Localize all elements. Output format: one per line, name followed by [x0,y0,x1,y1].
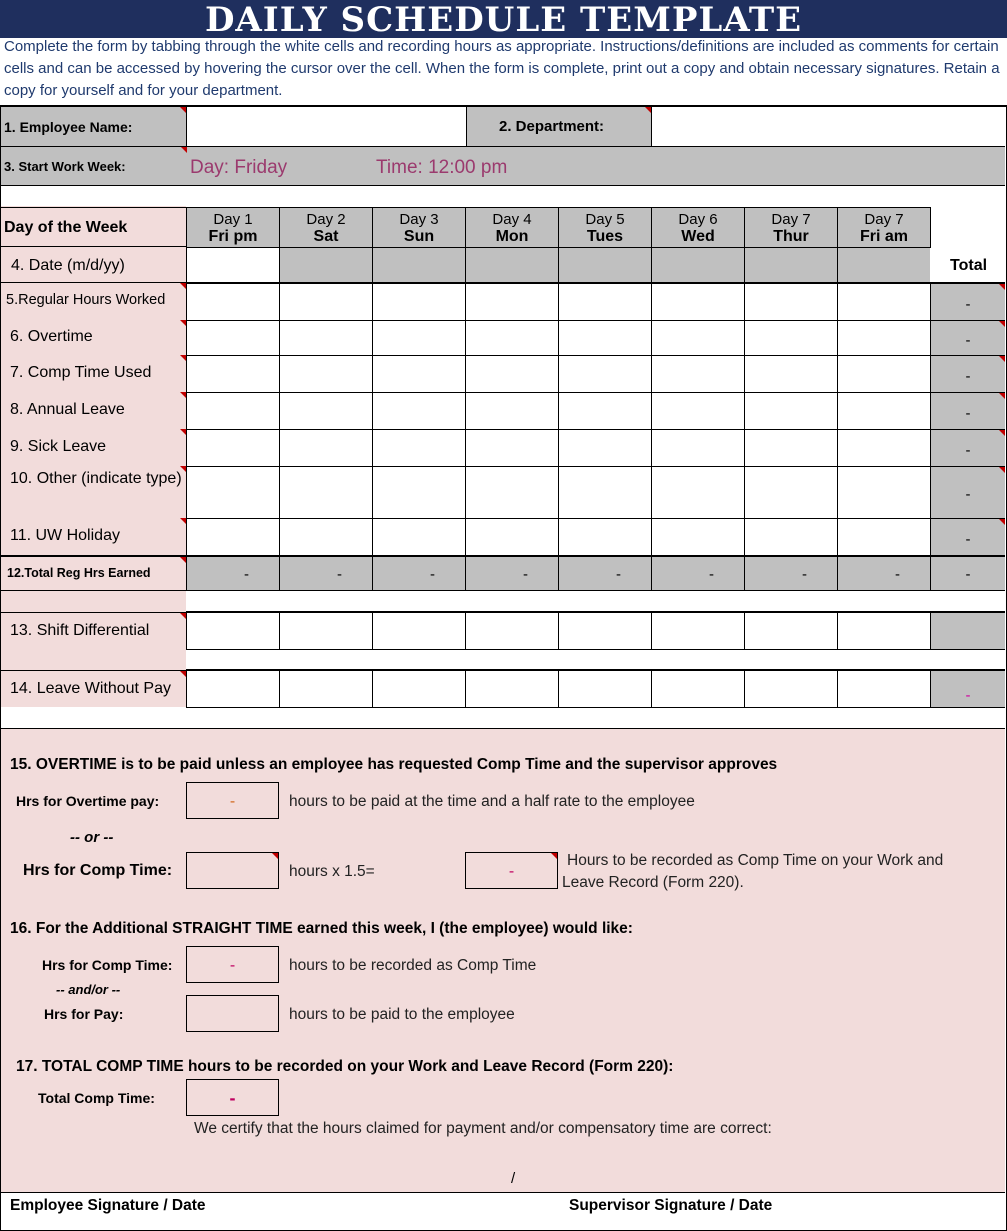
or-label: -- or -- [70,829,114,846]
start-week-label-cell [1,147,187,186]
annual-input-day-2[interactable] [279,392,373,430]
overtime-input-day-2[interactable] [279,320,373,356]
shift-input-day-2[interactable] [279,612,373,650]
annual-input-day-3[interactable] [372,392,466,430]
date-cell-day-4 [465,248,559,283]
total-reg-total: - [930,555,1005,591]
signature-line [1,1192,1005,1193]
comp-input-day-7[interactable] [744,355,838,393]
straight-pay-input[interactable] [186,995,279,1032]
supervisor-signature-label: Supervisor Signature / Date [569,1197,773,1214]
holiday-input-day-8[interactable] [837,518,931,556]
annual-input-day-5[interactable] [558,392,652,430]
day-number: Day 4 [492,211,532,228]
department-input[interactable] [652,107,1005,147]
ot-pay-desc: hours to be paid at the time and a half rate to the employee [289,793,695,810]
annual-input-day-6[interactable] [651,392,745,430]
total-reg-day-8: - [837,555,931,591]
regular-input-day-4[interactable] [465,283,559,321]
day-header-5 [558,207,652,248]
total-reg-day-2: - [279,555,373,591]
overtime-input-day-7[interactable] [744,320,838,356]
other-input-day-7[interactable] [744,466,838,519]
shift-input-day-4[interactable] [465,612,559,650]
annual-input-day-7[interactable] [744,392,838,430]
total-header: Total [950,257,988,274]
overtime-input-day-5[interactable] [558,320,652,356]
lwop-input-day-4[interactable] [465,670,559,708]
holiday-input-day-2[interactable] [279,518,373,556]
comp-input-day-5[interactable] [558,355,652,393]
comp-input-day-2[interactable] [279,355,373,393]
straight-pay-label: Hrs for Pay: [44,1006,124,1022]
date-label: 4. Date (m/d/yy) [11,257,125,274]
day-number: Day 2 [306,211,346,228]
section16-heading: 16. For the Additional STRAIGHT TIME earned this week, I (the employee) would like: [10,920,633,937]
total-reg-day-7: - [744,555,838,591]
annual-total: - [930,392,1005,430]
overtime-input-day-1[interactable] [186,320,280,356]
sick-total: - [930,429,1005,467]
lwop-input-day-5[interactable] [558,670,652,708]
comp-input-day-1[interactable] [186,355,280,393]
comp-input-day-8[interactable] [837,355,931,393]
sick-input-day-5[interactable] [558,429,652,467]
other-input-day-8[interactable] [837,466,931,519]
shift-total [930,612,1005,650]
multiplier-text: hours x 1.5= [289,863,375,880]
regular-input-day-8[interactable] [837,283,931,321]
section15-heading: 15. OVERTIME is to be paid unless an employee has requested Comp Time and the supervisor approves [10,756,778,773]
shift-input-day-7[interactable] [744,612,838,650]
day-header-6 [651,207,745,248]
total-comp-value: - [186,1079,279,1116]
holiday-input-day-3[interactable] [372,518,466,556]
day-name: Mon [495,228,529,245]
department-label-cell [466,107,652,147]
total-reg-day-3: - [372,555,466,591]
straight-comp-desc: hours to be recorded as Comp Time [289,957,537,974]
day-number: Day 3 [399,211,439,228]
overtime-input-day-8[interactable] [837,320,931,356]
start-time-value: Time: 12:00 pm [376,157,508,178]
day-name: Fri pm [208,228,258,245]
comp-time-input[interactable] [186,852,279,889]
day-name: Wed [681,228,715,245]
other-total: - [930,466,1005,519]
date-cell-day-3 [372,248,466,283]
start-day-value: Day: Friday [190,157,288,178]
spacer-row-2 [186,650,1005,670]
holiday-input-day-5[interactable] [558,518,652,556]
total-reg-day-4: - [465,555,559,591]
date-cell-day-7 [744,248,838,283]
annual-input-day-8[interactable] [837,392,931,430]
overtime-input-day-3[interactable] [372,320,466,356]
employee-signature-label: Employee Signature / Date [10,1197,206,1214]
row-label-total-reg: 12.Total Reg Hrs Earned [7,566,151,580]
total-reg-day-6: - [651,555,745,591]
holiday-input-day-1[interactable] [186,518,280,556]
annual-input-day-4[interactable] [465,392,559,430]
sick-input-day-2[interactable] [279,429,373,467]
total-comp-label: Total Comp Time: [38,1090,155,1106]
lwop-total: - [930,670,1005,708]
comp-time-desc-1: Hours to be recorded as Comp Time on your Work and [567,852,944,869]
day-name: Thur [773,228,809,245]
other-input-day-4[interactable] [465,466,559,519]
section17-heading: 17. TOTAL COMP TIME hours to be recorded on your Work and Leave Record (Form 220): [16,1058,674,1075]
comp-time-result: - [465,852,558,889]
total-reg-day-1: - [186,555,280,591]
regular-input-day-5[interactable] [558,283,652,321]
regular-input-day-1[interactable] [186,283,280,321]
straight-comp-label: Hrs for Comp Time: [42,957,173,973]
start-week-label: 3. Start Work Week: [4,159,126,174]
day-number: Day 1 [213,211,253,228]
holiday-input-day-4[interactable] [465,518,559,556]
day-of-week-text: Day of the Week [4,219,128,236]
andor-label: -- and/or -- [56,982,121,997]
holiday-total: - [930,518,1005,556]
day-header-4 [465,207,559,248]
holiday-input-day-7[interactable] [744,518,838,556]
page-title: DAILY SCHEDULE TEMPLATE [0,0,1007,38]
row-label-regular: 5.Regular Hours Worked [6,291,166,308]
day-header-2 [279,207,373,248]
lwop-input-day-1[interactable] [186,670,280,708]
sick-input-day-3[interactable] [372,429,466,467]
row-label-lwop: 14. Leave Without Pay [10,680,171,697]
total-reg-day-5: - [558,555,652,591]
overtime-input-day-4[interactable] [465,320,559,356]
lwop-input-day-2[interactable] [279,670,373,708]
spacer-row-1 [186,591,1005,612]
holiday-input-day-6[interactable] [651,518,745,556]
row-label-overtime: 6. Overtime [10,327,93,345]
date-input-day-1[interactable] [186,248,280,283]
day-name: Sat [313,228,339,245]
other-input-day-1[interactable] [186,466,280,519]
date-cell-day-6 [651,248,745,283]
overtime-input-day-6[interactable] [651,320,745,356]
day-name: Tues [586,228,624,245]
date-cell-day-2 [279,248,373,283]
sick-input-day-1[interactable] [186,429,280,467]
comp-input-day-6[interactable] [651,355,745,393]
lwop-input-day-7[interactable] [744,670,838,708]
lwop-input-day-8[interactable] [837,670,931,708]
lwop-input-day-3[interactable] [372,670,466,708]
comp-input-day-4[interactable] [465,355,559,393]
day-name: Sun [403,228,435,245]
shift-input-day-3[interactable] [372,612,466,650]
shift-input-day-1[interactable] [186,612,280,650]
annual-input-day-1[interactable] [186,392,280,430]
employee-name-label-cell [1,107,187,147]
sick-input-day-7[interactable] [744,429,838,467]
sick-input-day-4[interactable] [465,429,559,467]
day-header-8 [837,207,931,248]
day-number: Day 5 [585,211,625,228]
row-label-shift: 13. Shift Differential [10,622,150,639]
shift-input-day-5[interactable] [558,612,652,650]
sick-input-day-6[interactable] [651,429,745,467]
signature-slash: / [511,1170,516,1187]
straight-comp-input[interactable]: - [186,946,279,983]
row-label-holiday: 11. UW Holiday [10,526,120,544]
other-input-day-5[interactable] [558,466,652,519]
sick-input-day-8[interactable] [837,429,931,467]
day-header-3 [372,207,466,248]
other-input-day-6[interactable] [651,466,745,519]
certify-text: We certify that the hours claimed for payment and/or compensatory time are correct: [194,1120,772,1137]
regular-total: - [930,283,1005,321]
comp-time-desc-2: Leave Record (Form 220). [562,874,744,891]
day-number: Day 6 [678,211,718,228]
date-cell-day-8 [837,248,931,283]
row-label-sick: 9. Sick Leave [10,437,107,455]
ot-pay-input[interactable]: - [186,782,279,819]
row-label-other: 10. Other (indicate type) [10,470,182,487]
other-input-day-3[interactable] [372,466,466,519]
regular-input-day-6[interactable] [651,283,745,321]
day-name: Fri am [859,228,908,245]
ot-pay-label: Hrs for Overtime pay: [16,793,160,809]
comp-input-day-3[interactable] [372,355,466,393]
day-number: Day 7 [864,211,904,228]
straight-pay-desc: hours to be paid to the employee [289,1006,515,1023]
row-label-annual: 8. Annual Leave [10,400,125,418]
shift-input-day-6[interactable] [651,612,745,650]
day-number: Day 7 [771,211,811,228]
regular-input-day-2[interactable] [279,283,373,321]
regular-input-day-3[interactable] [372,283,466,321]
department-label: 2. Department: [499,118,605,135]
employee-name-label: 1. Employee Name: [4,119,133,135]
row-label-comp: 7. Comp Time Used [10,363,152,381]
employee-name-input[interactable] [187,107,466,147]
other-input-day-2[interactable] [279,466,373,519]
day-header-1 [186,207,280,248]
comp-time-label: Hrs for Comp Time: [23,862,173,879]
overtime-total: - [930,320,1005,356]
regular-input-day-7[interactable] [744,283,838,321]
comp-total: - [930,355,1005,393]
lwop-input-day-6[interactable] [651,670,745,708]
date-cell-day-5 [558,248,652,283]
shift-input-day-8[interactable] [837,612,931,650]
day-header-7 [744,207,838,248]
instructions-text: Complete the form by tabbing through the white cells and recording hours as appropriate. Instructions/definitions are included as comments for certain cells and can be accessed by hovering the cursor over the cell. When the form is complete, print out a copy and obtain necessary signatures. Retain a copy for yourself and for your department. [4,38,1000,99]
